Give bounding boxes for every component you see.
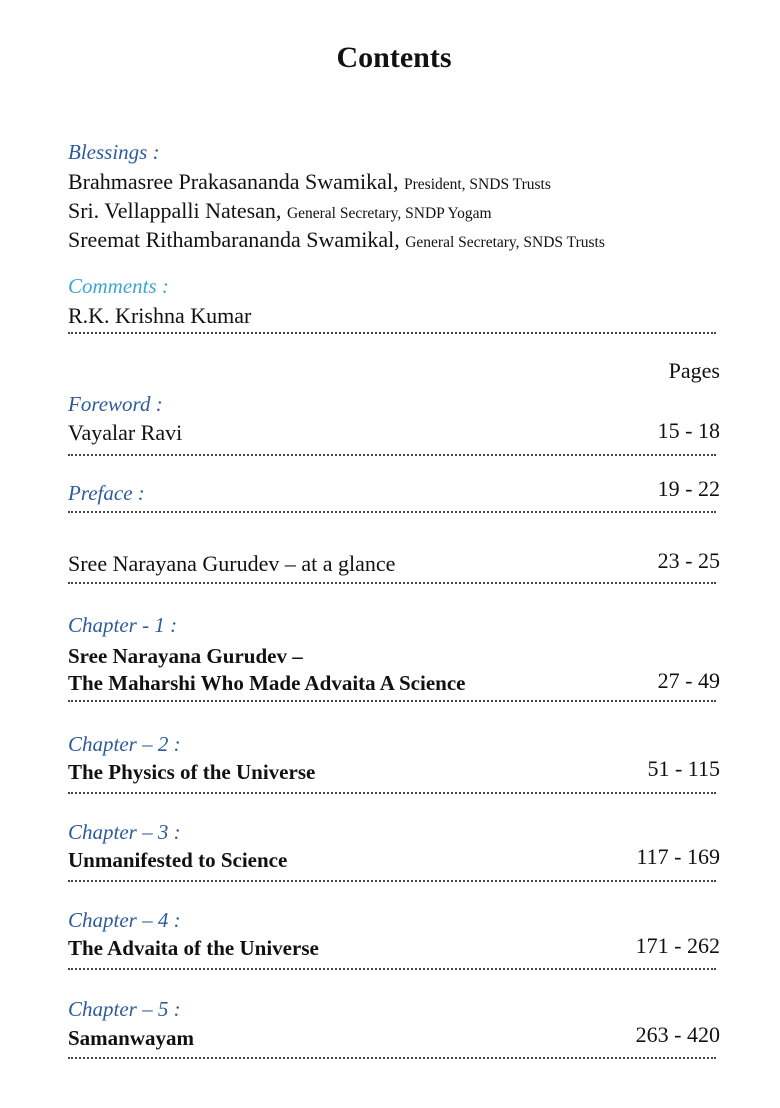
glance-title: Sree Narayana Gurudev – at a glance	[68, 551, 396, 576]
chapter-label: Chapter – 5 :	[68, 997, 181, 1021]
blessings-label: Blessings :	[68, 140, 160, 164]
blessing-entry	[68, 198, 492, 224]
chapter-title: The Physics of the Universe	[68, 760, 316, 784]
chapter-pages: 117 - 169	[636, 844, 720, 869]
dotted-divider	[68, 792, 716, 794]
blessing-entry	[68, 169, 551, 195]
preface-label: Preface :	[68, 481, 145, 505]
chapter-label: Chapter – 3 :	[68, 820, 181, 844]
blessing-role: President, SNDS Trusts	[404, 176, 551, 193]
chapter-pages: 27 - 49	[657, 668, 720, 693]
dotted-divider	[68, 880, 716, 882]
comments-label: Comments :	[68, 274, 169, 298]
dotted-divider	[68, 1057, 716, 1059]
blessing-name: Sreemat Rithambarananda Swamikal,	[68, 227, 400, 252]
chapter-label: Chapter – 4 :	[68, 908, 181, 932]
preface-pages: 19 - 22	[657, 476, 720, 501]
dotted-divider	[68, 332, 716, 334]
comments-name: R.K. Krishna Kumar	[68, 303, 252, 328]
dotted-divider	[68, 700, 716, 702]
chapter-label: Chapter - 1 :	[68, 613, 178, 637]
dotted-divider	[68, 511, 716, 513]
glance-pages: 23 - 25	[657, 548, 720, 573]
chapter-pages: 51 - 115	[647, 756, 720, 781]
chapter-title-line1: Sree Narayana Gurudev –	[68, 644, 303, 668]
foreword-label: Foreword :	[68, 392, 163, 416]
dotted-divider	[68, 454, 716, 456]
chapter-title: The Maharshi Who Made Advaita A Science	[68, 671, 466, 695]
dotted-divider	[68, 968, 716, 970]
chapter-title: The Advaita of the Universe	[68, 936, 319, 960]
blessing-role: General Secretary, SNDS Trusts	[405, 234, 605, 251]
chapter-title: Samanwayam	[68, 1026, 195, 1050]
chapter-title: Unmanifested to Science	[68, 848, 288, 872]
chapter-pages: 263 - 420	[635, 1022, 720, 1047]
page-title: Contents	[336, 41, 452, 74]
blessing-role: General Secretary, SNDP Yogam	[286, 205, 492, 222]
blessing-name: Sri. Vellappalli Natesan,	[68, 198, 282, 223]
chapter-label: Chapter – 2 :	[68, 732, 181, 756]
blessing-name: Brahmasree Prakasananda Swamikal,	[68, 169, 399, 194]
foreword-name: Vayalar Ravi	[68, 420, 183, 445]
pages-header: Pages	[668, 358, 720, 383]
chapter-pages: 171 - 262	[635, 933, 720, 958]
blessing-entry	[68, 227, 605, 253]
dotted-divider	[68, 582, 716, 584]
foreword-pages: 15 - 18	[657, 418, 720, 443]
